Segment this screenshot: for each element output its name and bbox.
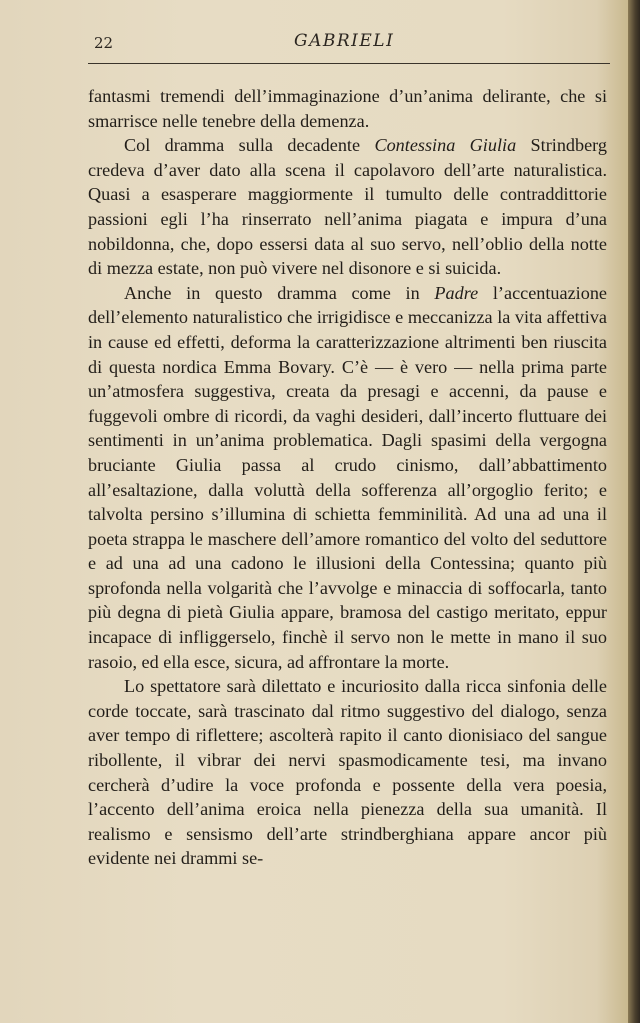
paragraph-3-text-after: l’accentuazione dell’elemento naturalistico che irrigidisce e meccanizza la vita affettiva in cause ed effetti, deforma la caratterizzazione altrimenti ben riuscita di questa nordica Emma Bovary. C’è — è vero — nella prima parte un’atmosfera suggestiva, creata da presagi e accenni, da pause e fuggevoli ombre di ricordi, da vaghi desideri, dall’incerto fluttuare dei sentimenti in un’anima problematica. Dagli spasimi della vergogna bruciante Giulia passa al crudo cinismo, dall’abbattimento all’esaltazione, dalla voluttà della sofferenza all’orgoglio ferito; e talvolta persino s’illumina di schietta femminilità. Ad una ad una il poeta strappa le maschere dell’amore romantico del volto del seduttore e ad una ad una cadono le illusioni della Contessina; quanto più sprofonda nella volgarità che l’avvolge e minaccia di soffocarla, tanto più degna di pietà Giulia appare, bramosa del castigo meritato, eppur incapace di infliggerselo, finchè il servo non le mette in mano il suo rasoio, ed ella esce, sicura, ad affrontare la morte. [88, 282, 607, 672]
paragraph-3-text-before: Anche in questo dramma come in [124, 282, 435, 303]
page-header [88, 30, 608, 60]
header-rule [88, 63, 610, 64]
paragraph-2-text-after: Strindberg credeva d’aver dato alla scena il capolavoro dell’arte naturalistica. Quasi a esasperare maggiormente il tumulto delle contraddittorie passioni egli l’ha rinserrato nell’anima piagata e impura d’una nobildonna, che, dopo essersi data al suo servo, nell’oblio della notte di mezza estate, non può vivere nel disonore e si suicida. [88, 135, 608, 279]
paragraph-4-text: Lo spettatore sarà dilettato e incuriosito dalla ricca sinfonia delle corde toccate, sarà trascinato dal ritmo suggestivo del dialogo, senza aver tempo di riflettere; ascolterà rapito il canto dionisiaco del sangue ribollente, il vibrar dei nervi spasmodicamente tesi, ma invano cercherà d’udire la voce profonda e possente della vera poesia, l’accento dell’anima eroica nella pienezza della sua umanità. Il realismo e sensismo dell’arte strindberghiana appare ancor più evidente nei drammi se- [88, 676, 607, 869]
paragraph-3-italic-title: Padre [434, 282, 479, 303]
paragraph-3 [88, 281, 607, 675]
paragraph-4 [88, 674, 607, 871]
paragraph-1 [88, 84, 607, 133]
paragraph-2-italic-title: Contessina Giulia [374, 135, 517, 156]
paragraph-1-text: fantasmi tremendi dell’immaginazione d’un’anima delirante, che si smarrisce nelle tenebre della demenza. [88, 86, 607, 131]
paragraph-2-text-before: Col dramma sulla decadente [124, 135, 375, 156]
paragraph-2 [88, 133, 607, 281]
body-text [88, 84, 607, 871]
page-number: 22 [94, 34, 114, 52]
running-title: GABRIELI [294, 31, 395, 51]
